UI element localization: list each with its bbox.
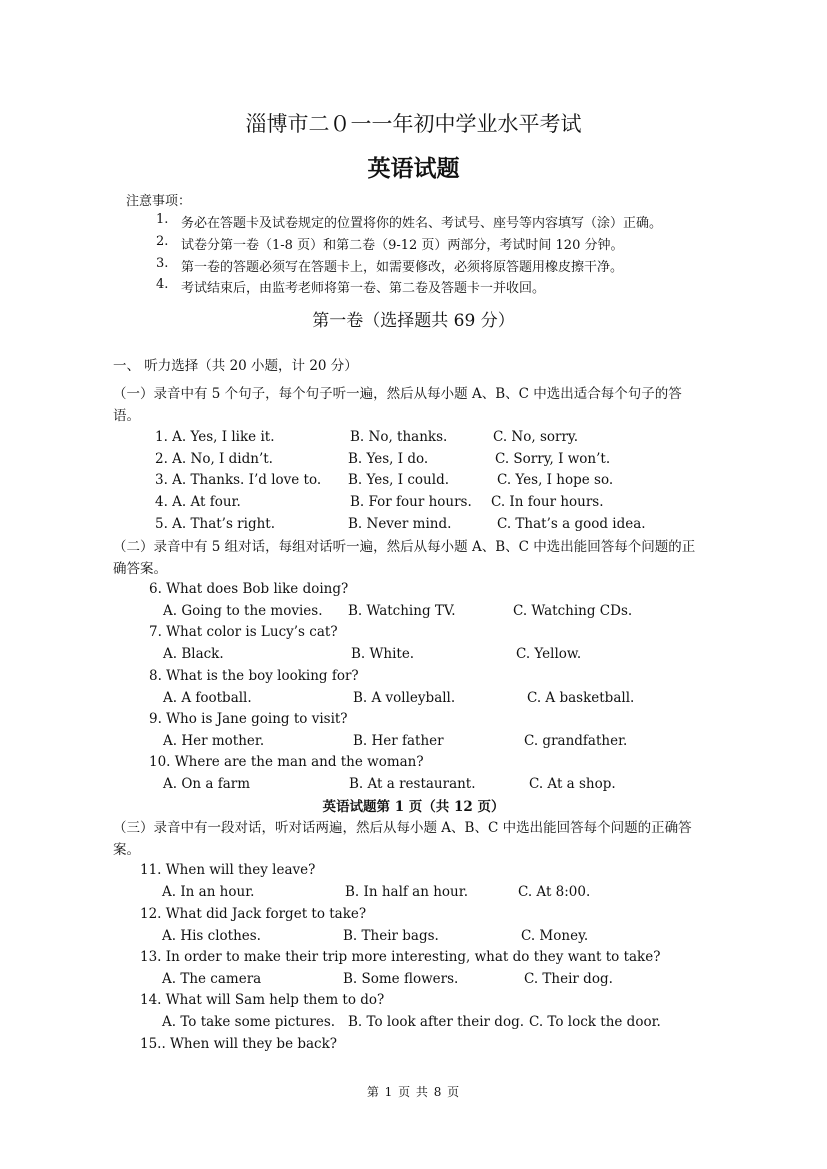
q10-question: 10. Where are the man and the woman? [149, 754, 424, 770]
q8-question: 8. What is the boy looking for? [149, 668, 359, 684]
exam-title: 淄博市二０一一年初中学业水平考试 [245, 112, 582, 136]
q5-option-a: 5. A. That’s right. [155, 516, 276, 532]
q11-option-c: C. At 8:00. [518, 884, 591, 900]
sec2-instruction: （二）录音中有 5 组对话，每组对话听一遍，然后从每小题 A、B、C 中选出能回答每个问题的正确答案。 [113, 539, 696, 577]
sec1-instruction: （一）录音中有 5 个句子，每个句子听一遍，然后从每小题 A、B、C 中选出适合每个句子的答语。 [113, 386, 682, 424]
notice-num-4: 4. [156, 277, 169, 292]
q3-option-c: C. Yes, I hope so. [497, 472, 614, 488]
q12-question: 12. What did Jack forget to take? [140, 906, 367, 922]
q3-option-b: B. Yes, I could. [348, 472, 449, 488]
q7-option-c: C. Yellow. [516, 646, 582, 662]
q13-option-a: A. The camera [162, 971, 262, 987]
q10-option-c: C. At a shop. [529, 776, 616, 792]
q14-option-c: C. To lock the door. [529, 1014, 661, 1030]
q6-option-a: A. Going to the movies. [163, 603, 323, 619]
q9-option-a: A. Her mother. [163, 733, 265, 749]
q4-option-a: 4. A. At four. [155, 494, 241, 510]
q11-option-b: B. In half an hour. [345, 884, 468, 900]
q14-option-a: A. To take some pictures. [162, 1014, 336, 1030]
q8-option-b: B. A volleyball. [353, 690, 456, 706]
notice-num-2: 2. [156, 234, 169, 249]
q7-option-b: B. White. [351, 646, 415, 662]
q11-option-a: A. In an hour. [162, 884, 255, 900]
q10-option-b: B. At a restaurant. [349, 776, 476, 792]
notice-item-2: 试卷分第一卷（1-8 页）和第二卷（9-12 页）两部分，考试时间 120 分钟。 [181, 238, 624, 253]
q2-option-b: B. Yes, I do. [348, 451, 429, 467]
q8-option-a: A. A football. [163, 690, 252, 706]
notice-item-1: 务必在答题卡及试卷规定的位置将你的姓名、考试号、座号等内容填写（涂）正确。 [181, 216, 663, 231]
q12-option-a: A. His clothes. [162, 928, 261, 944]
q8-option-c: C. A basketball. [527, 690, 635, 706]
q15-question: 15.. When will they be back? [140, 1036, 338, 1052]
q11-question: 11. When will they leave? [140, 862, 316, 878]
volume-title: 第一卷（选择题共 69 分） [312, 311, 515, 331]
q2-option-a: 2. A. No, I didn’t. [155, 451, 273, 467]
q13-option-c: C. Their dog. [524, 971, 613, 987]
q9-option-b: B. Her father [353, 733, 444, 749]
exam-subtitle: 英语试题 [367, 155, 460, 182]
q6-option-b: B. Watching TV. [348, 603, 456, 619]
q1-option-a: 1. A. Yes, I like it. [155, 429, 275, 445]
q5-option-c: C. That’s a good idea. [497, 516, 646, 532]
q13-option-b: B. Some flowers. [343, 971, 459, 987]
q12-option-b: B. Their bags. [343, 928, 439, 944]
q5-option-b: B. Never mind. [348, 516, 452, 532]
q6-question: 6. What does Bob like doing? [149, 581, 349, 597]
q14-option-b: B. To look after their dog. [348, 1014, 525, 1030]
notice-heading: 注意事项： [126, 194, 192, 209]
q4-option-c: C. In four hours. [491, 494, 604, 510]
page-footer: 第 1 页 共 8 页 [366, 1085, 461, 1099]
q2-option-c: C. Sorry, I won’t. [495, 451, 611, 467]
notice-num-1: 1. [156, 212, 169, 227]
q13-question: 13. In order to make their trip more interesting, what do they want to take? [140, 949, 661, 965]
q6-option-c: C. Watching CDs. [513, 603, 633, 619]
q7-question: 7. What color is Lucy’s cat? [149, 624, 338, 640]
q1-option-c: C. No, sorry. [493, 429, 579, 445]
inner-page-header: 英语试题第 1 页（共 12 页） [322, 799, 505, 815]
notice-item-3: 第一卷的答题必须写在答题卡上，如需要修改，必须将原答题用橡皮擦干净。 [181, 260, 624, 275]
q14-question: 14. What will Sam help them to do? [140, 992, 385, 1008]
q7-option-a: A. Black. [163, 646, 224, 662]
q1-option-b: B. No, thanks. [350, 429, 448, 445]
notice-item-4: 考试结束后，由监考老师将第一卷、第二卷及答题卡一并收回。 [181, 281, 546, 296]
q9-question: 9. Who is Jane going to visit? [149, 711, 348, 727]
q10-option-a: A. On a farm [163, 776, 251, 792]
q3-option-a: 3. A. Thanks. I’d love to. [155, 472, 322, 488]
notice-num-3: 3. [156, 256, 169, 271]
sec3-instruction: （三）录音中有一段对话，听对话两遍，然后从每小题 A、B、C 中选出能回答每个问题的正确答案。 [113, 820, 692, 858]
q4-option-b: B. For four hours. [350, 494, 472, 510]
part1-title: 一、 听力选择（共 20 小题，计 20 分） [113, 358, 358, 374]
q12-option-c: C. Money. [521, 928, 589, 944]
q9-option-c: C. grandfather. [524, 733, 628, 749]
